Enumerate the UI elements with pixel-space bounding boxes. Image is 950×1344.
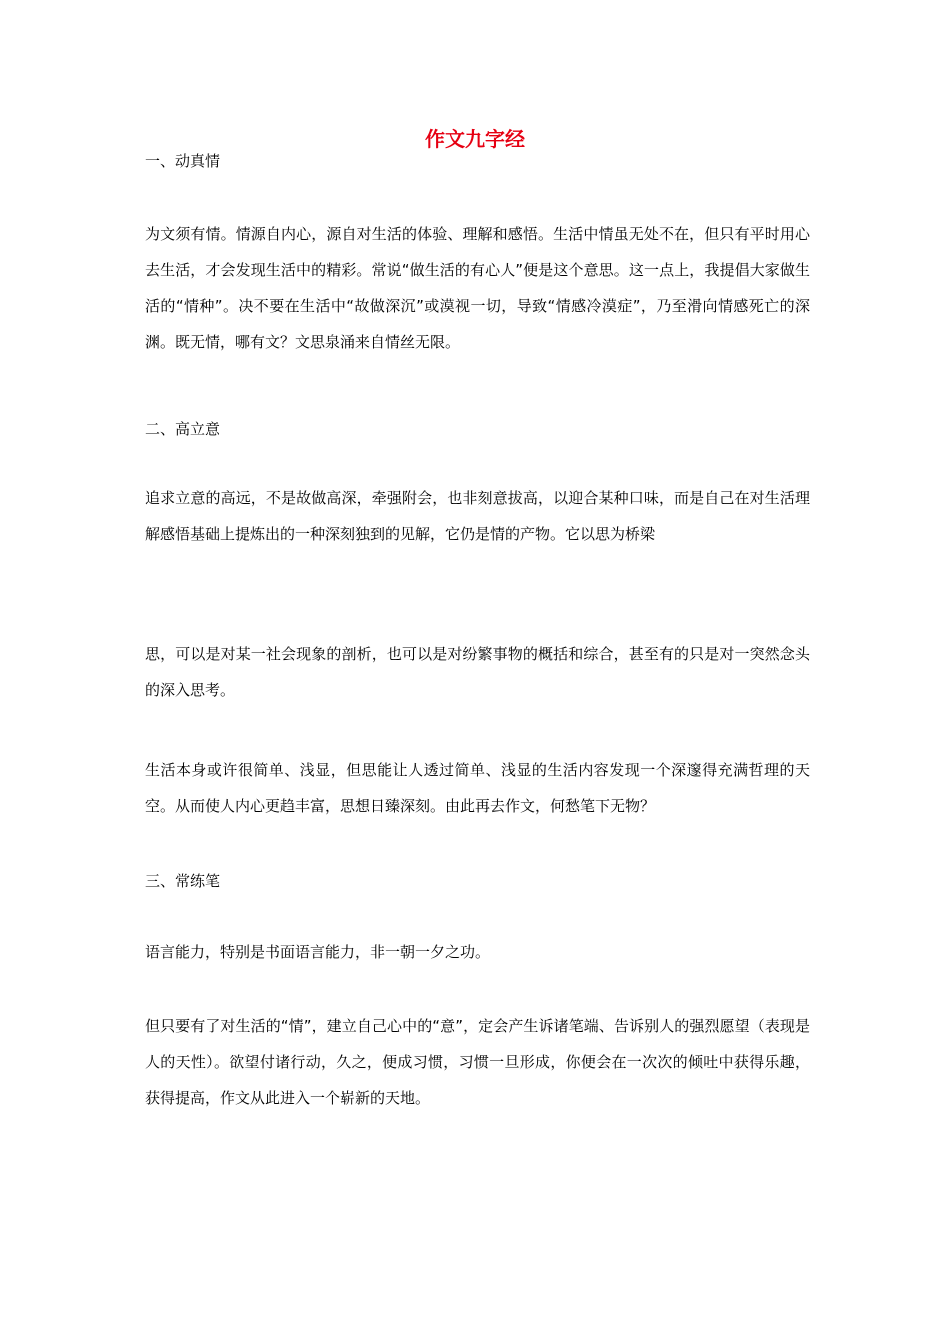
document-title: 作文九字经 (425, 127, 525, 151)
paragraph-1: 为文须有情。情源自内心，源自对生活的体验、理解和感悟。生活中情虽无处不在，但只有平时用心去生活，才会发现生活中的精彩。常说“做生活的有心人”便是这个意思。这一点上，我提倡大家做生活的“情种”。决不要在生活中“故做深沉”或漠视一切，导致“情感冷漠症”，乃至滑向情感死亡的深渊。既无情，哪有文？文思泉涌来自情丝无限。 (145, 225, 810, 351)
paragraph-4: 生活本身或许很简单、浅显，但思能让人透过简单、浅显的生活内容发现一个深邃得充满哲理的天空。从而使人内心更趋丰富，思想日臻深刻。由此再去作文，何愁笔下无物？ (145, 761, 810, 815)
paragraph-6: 但只要有了对生活的“情”，建立自己心中的“意”，定会产生诉诸笔端、告诉别人的强烈愿望（表现是人的天性）。欲望付诸行动，久之，便成习惯，习惯一旦形成，你便会在一次次的倾吐中获得乐趣，获得提高，作文从此进入一个崭新的天地。 (145, 1017, 810, 1107)
section-heading-3: 三、常练笔 (145, 872, 221, 890)
paragraph-3: 思，可以是对某一社会现象的剖析，也可以是对纷繁事物的概括和综合，甚至有的只是对一突然念头的深入思考。 (145, 645, 810, 699)
section-heading-1: 一、动真情 (145, 152, 221, 170)
section-heading-2: 二、高立意 (145, 420, 221, 438)
paragraph-2: 追求立意的高远，不是故做高深，牵强附会，也非刻意拔高，以迎合某种口味，而是自己在对生活理解感悟基础上提炼出的一种深刻独到的见解，它仍是情的产物。它以思为桥梁 (145, 489, 810, 543)
paragraph-5: 语言能力，特别是书面语言能力，非一朝一夕之功。 (145, 943, 491, 961)
